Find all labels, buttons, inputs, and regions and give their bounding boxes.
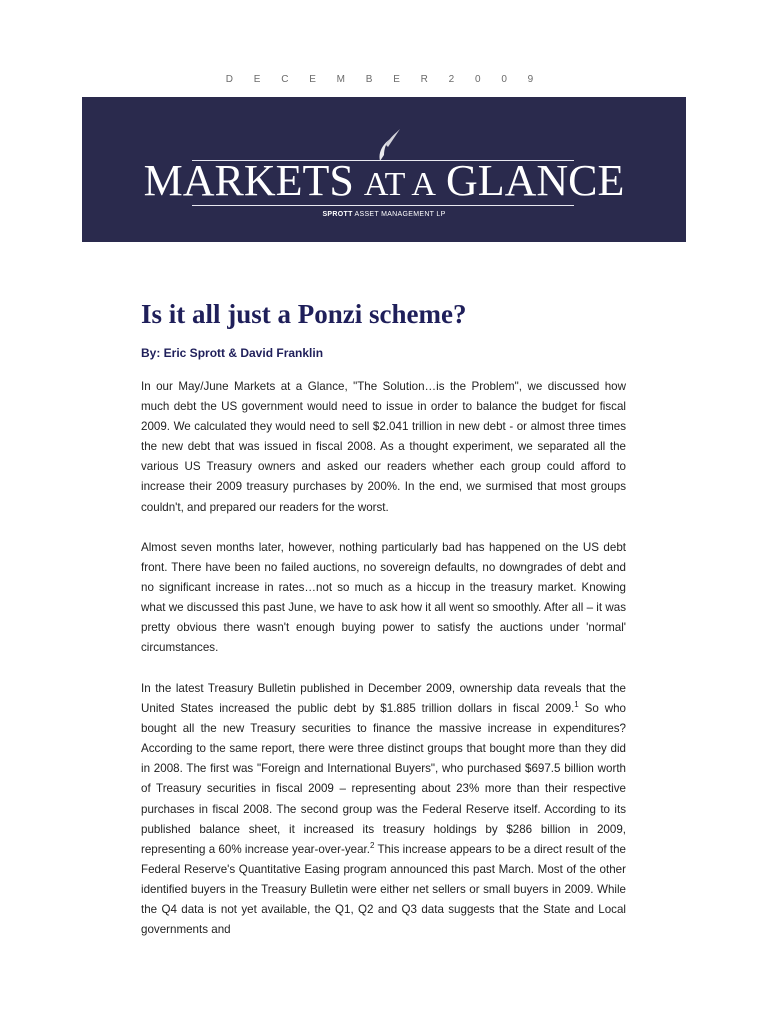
article-byline: By: Eric Sprott & David Franklin (141, 346, 324, 360)
paragraph-3: In the latest Treasury Bulletin published in December 2009, ownership data reveals that the United States increased the public debt by $1.885 trillion dollars in fiscal 2009.$^1$ So who bought all the new Treasury securities to finance the massive increase in expenditures? According to the same report, there were three distinct groups that bought more than they did in 2008. The first was "Foreign and International Buyers", who purchased $697.5 billion worth of Treasury securities in fiscal 2009 – representing about 23% more than their respective purchases in fiscal 2008. The second group was the Federal Reserve itself. According to its published balance sheet, it increased its treasury holdings by $286 billion in 2009, representing a 60% increase year-over-year.$^2$ This increase appears to be a direct result of the Federal Reserve's Quantitative Easing program announced this past March. Most of the other identified buyers in the Treasury Bulletin were either net sellers or small buyers in 2009. While the Q4 data is not yet available, the Q1, Q2 and Q3 data suggests that the State and Local governments and (141, 682, 627, 937)
footnote-ref-2: 2 (369, 840, 375, 850)
bird-logo-icon (362, 127, 402, 163)
paragraph-2: Almost seven months later, however, nothing particularly bad has happened on the US debt front. There have been no failed auctions, no sovereign defaults, no downgrades of debt and no significant increase in rates…not so much as a hiccup in the treasury market. Knowing what we discussed this past June, we have to ask how it all went so smoothly. After all – it was pretty obvious there wasn't enough buying power to satisfy the auctions under 'normal' circumstances. (141, 541, 626, 655)
masthead-banner (82, 97, 686, 242)
logo-wordmark: MARKETS AT A GLANCE (143, 156, 625, 205)
issue-date: D E C E M B E R 2 0 0 9 (225, 74, 543, 85)
footnote-ref-1: 1 (574, 700, 579, 710)
paragraph-1: In our May/June Markets at a Glance, "The Solution…is the Problem", we discussed how much debt the US government would need to issue in order to balance the budget for fiscal 2009. We calculated they would need to sell $2.041 trillion in new debt - or almost three times the new debt that was issued in fiscal 2008. As a thought experiment, we separated all the various US Treasury owners and asked our readers whether each group could afford to increase their 2009 treasury purchases by 200%. In the end, we surmised that most groups couldn't, and prepared our readers for the worst. (141, 380, 626, 514)
logo-bottom-rule (192, 205, 574, 206)
article-title: Is it all just a Ponzi scheme? (141, 299, 467, 329)
logo-subtitle: SPROTT ASSET MANAGEMENT LP (322, 211, 446, 218)
